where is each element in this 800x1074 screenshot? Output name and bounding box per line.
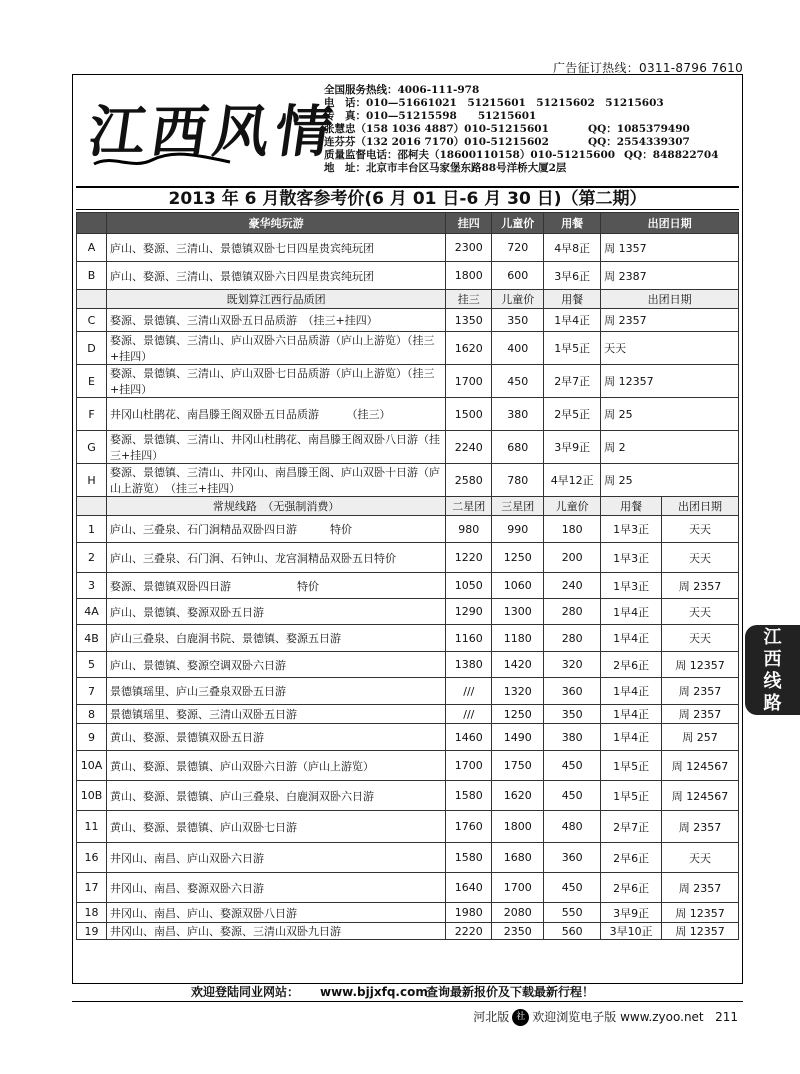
route-id: 5 [77, 652, 107, 678]
header-col: 挂四 [446, 213, 492, 234]
contact-complaint [324, 149, 738, 162]
contact-hotline: 全国服务热线：4006-111-978 [324, 84, 480, 96]
price-cell: 1420 [492, 652, 544, 678]
meal-cell: 2早5正 [544, 398, 601, 431]
meal-cell: 1早3正 [601, 543, 662, 573]
table-row [77, 781, 739, 811]
price-cell: 1640 [446, 873, 492, 903]
side-tab-char: 西 [763, 649, 782, 670]
header-col: 挂三 [446, 290, 492, 309]
price-cell: 450 [544, 751, 601, 781]
meal-cell: 2早7正 [601, 811, 662, 843]
header-col: 用餐 [544, 290, 601, 309]
dates-cell: 周 2357 [601, 309, 739, 332]
header-col: 用餐 [544, 213, 601, 234]
price-cell: 1760 [446, 811, 492, 843]
dates-cell: 天天 [662, 516, 739, 543]
table-row [77, 724, 739, 751]
price-cell: 280 [544, 625, 601, 652]
dates-cell: 周 12357 [601, 365, 739, 398]
price-cell: 1800 [446, 262, 492, 290]
bottom-rule [72, 1001, 743, 1002]
price-cell: 1050 [446, 573, 492, 599]
price-cell: 1180 [492, 625, 544, 652]
route-name: 庐山、景德镇、婺源空调双卧六日游 [106, 652, 445, 678]
table-row [77, 573, 739, 599]
table-row [77, 464, 739, 497]
price-cell: 1460 [446, 724, 492, 751]
dates-cell: 周 124567 [662, 751, 739, 781]
header-col: 儿童价 [492, 290, 544, 309]
route-name: 黄山、婺源、景德镇、庐山双卧七日游 [106, 811, 445, 843]
price-cell: 1750 [492, 751, 544, 781]
dates-cell: 周 2357 [662, 573, 739, 599]
contact-fax: 传 真：010—51215598 51215601 [324, 110, 537, 122]
contact-block [324, 84, 738, 175]
dates-cell: 天天 [662, 599, 739, 625]
route-name: 黄山、婺源、景德镇、庐山三叠泉、白鹿洞双卧六日游 [106, 781, 445, 811]
meal-cell: 2早6正 [601, 652, 662, 678]
price-cell: 2080 [492, 903, 544, 923]
page-number: 211 [715, 1010, 738, 1024]
price-cell: 360 [544, 678, 601, 705]
table-row [77, 751, 739, 781]
table-row [77, 843, 739, 873]
route-name: 庐山、婺源、三清山、景德镇双卧七日四星贵宾纯玩团 [106, 234, 445, 262]
price-cell: 1490 [492, 724, 544, 751]
header-col: 二星团 [446, 497, 492, 516]
price-cell: 1700 [446, 365, 492, 398]
meal-cell: 1早4正 [601, 625, 662, 652]
meal-cell: 2早6正 [601, 873, 662, 903]
route-id: 9 [77, 724, 107, 751]
table-row [77, 516, 739, 543]
route-id: 16 [77, 843, 107, 873]
table-row [77, 309, 739, 332]
meal-cell: 2早6正 [601, 843, 662, 873]
meal-cell: 1早3正 [601, 516, 662, 543]
price-cell: 1250 [492, 705, 544, 724]
dates-cell: 周 2357 [662, 873, 739, 903]
price-cell: 1300 [492, 599, 544, 625]
table-row [77, 398, 739, 431]
route-name: 庐山、三叠泉、石门涧、石钟山、龙宫洞精品双卧五日特价 [106, 543, 445, 573]
price-cell: 1060 [492, 573, 544, 599]
contact-complaint-phone: 质量监督电话：邵柯夫（18600110158）010-51215600 [324, 149, 616, 161]
price-cell: 1160 [446, 625, 492, 652]
side-tab-jiangxi-routes [745, 625, 800, 715]
side-tab-char: 线 [763, 671, 782, 692]
route-name: 黄山、婺源、景德镇、庐山双卧六日游（庐山上游览） [106, 751, 445, 781]
route-id: 19 [77, 923, 107, 940]
section-header-regular [77, 497, 739, 516]
price-cell: 400 [492, 332, 544, 365]
price-cell: 560 [544, 923, 601, 940]
price-cell: 1700 [446, 751, 492, 781]
price-cell: 1220 [446, 543, 492, 573]
price-cell: 450 [492, 365, 544, 398]
ad-hotline: 广告征订热线：0311-8796 7610 [552, 61, 743, 75]
route-id: C [77, 309, 107, 332]
table-row [77, 543, 739, 573]
route-name: 婺源、景德镇、三清山、庐山双卧六日品质游（庐山上游览）（挂三+挂四） [106, 332, 445, 365]
contact-tel: 电 话：010—51661021 51215601 51215602 51215603 [324, 97, 664, 109]
price-cell: 550 [544, 903, 601, 923]
price-cell: 2240 [446, 431, 492, 464]
price-cell: /// [446, 705, 492, 724]
meal-cell: 1早3正 [601, 573, 662, 599]
bottom-line [473, 1008, 738, 1026]
meal-cell: 3早9正 [544, 431, 601, 464]
contact-person-2 [324, 136, 738, 149]
meal-cell: 1早5正 [544, 332, 601, 365]
contact-person-1-qq: QQ：1085379490 [588, 123, 690, 135]
section-header-quality [77, 290, 739, 309]
table-row [77, 903, 739, 923]
dates-cell: 周 25 [601, 398, 739, 431]
route-name: 井冈山杜鹃花、南昌滕王阁双卧五日品质游 （挂三） [106, 398, 445, 431]
header-col: 三星团 [492, 497, 544, 516]
route-name: 井冈山、南昌、庐山双卧六日游 [106, 843, 445, 873]
route-name: 井冈山、南昌、庐山、婺源、三清山双卧九日游 [106, 923, 445, 940]
price-period-banner: 2013 年 6 月散客参考价(6 月 01 日-6 月 30 日)（第二期） [76, 186, 739, 210]
route-name: 景德镇瑶里、婺源、三清山双卧五日游 [106, 705, 445, 724]
route-id: E [77, 365, 107, 398]
dates-cell: 周 12357 [662, 652, 739, 678]
header-col: 儿童价 [544, 497, 601, 516]
price-cell: 1320 [492, 678, 544, 705]
price-cell: 1700 [492, 873, 544, 903]
meal-cell: 1早4正 [544, 309, 601, 332]
route-id: F [77, 398, 107, 431]
header-col: 儿童价 [492, 213, 544, 234]
table-row [77, 332, 739, 365]
route-name: 婺源、景德镇、三清山、井冈山、南昌滕王阁、庐山双卧十日游（庐山上游览） （挂三+挂四） [106, 464, 445, 497]
meal-cell: 2早7正 [544, 365, 601, 398]
price-cell: 360 [544, 843, 601, 873]
price-cell: 1350 [446, 309, 492, 332]
table-row [77, 234, 739, 262]
header-col: 出团日期 [601, 213, 739, 234]
price-cell: 350 [492, 309, 544, 332]
meal-cell: 1早4正 [601, 599, 662, 625]
meal-cell: 3早6正 [544, 262, 601, 290]
header-blank [77, 497, 107, 516]
dates-cell: 周 1357 [601, 234, 739, 262]
price-cell: 1500 [446, 398, 492, 431]
contact-person-1 [324, 123, 738, 136]
header-title: 既划算江西行品质团 [106, 290, 445, 309]
price-cell: 980 [446, 516, 492, 543]
price-table [76, 212, 739, 940]
route-id: 4A [77, 599, 107, 625]
price-cell: 1800 [492, 811, 544, 843]
side-tab-char: 路 [763, 693, 782, 714]
ezine-url[interactable]: www.zyoo.net [620, 1010, 704, 1024]
dates-cell: 天天 [601, 332, 739, 365]
meal-cell: 4早12正 [544, 464, 601, 497]
table-row [77, 678, 739, 705]
header-blank [77, 213, 107, 234]
route-name: 景德镇瑶里、庐山三叠泉双卧五日游 [106, 678, 445, 705]
route-id: 10A [77, 751, 107, 781]
contact-complaint-qq: QQ：848822704 [624, 149, 719, 161]
table-row [77, 262, 739, 290]
price-cell: /// [446, 678, 492, 705]
table-row [77, 365, 739, 398]
price-cell: 1290 [446, 599, 492, 625]
footer-website-line [76, 983, 739, 1001]
dates-cell: 周 124567 [662, 781, 739, 811]
price-cell: 200 [544, 543, 601, 573]
dates-cell: 周 25 [601, 464, 739, 497]
route-name: 婺源、景德镇、三清山、井冈山杜鹃花、南昌滕王阁双卧八日游（挂三+挂四） [106, 431, 445, 464]
section-header-luxury [77, 213, 739, 234]
header-title: 豪华纯玩游 [106, 213, 445, 234]
meal-cell: 3早10正 [601, 923, 662, 940]
table-row [77, 705, 739, 724]
logo-wave-decoration [92, 150, 232, 172]
dates-cell: 周 2357 [662, 811, 739, 843]
route-id: 4B [77, 625, 107, 652]
table-row [77, 599, 739, 625]
price-cell: 1680 [492, 843, 544, 873]
header-col: 出团日期 [601, 290, 739, 309]
table-row [77, 431, 739, 464]
route-id: 7 [77, 678, 107, 705]
route-id: 10B [77, 781, 107, 811]
route-name: 庐山、景德镇、婺源双卧五日游 [106, 599, 445, 625]
dates-cell: 周 2357 [662, 705, 739, 724]
price-cell: 2300 [446, 234, 492, 262]
dates-cell: 周 2357 [662, 678, 739, 705]
meal-cell: 1早4正 [601, 705, 662, 724]
route-id: 3 [77, 573, 107, 599]
price-cell: 1580 [446, 843, 492, 873]
route-name: 井冈山、南昌、庐山、婺源双卧八日游 [106, 903, 445, 923]
price-cell: 2350 [492, 923, 544, 940]
meal-cell: 3早9正 [601, 903, 662, 923]
price-cell: 350 [544, 705, 601, 724]
price-cell: 1580 [446, 781, 492, 811]
dates-cell: 周 2 [601, 431, 739, 464]
contact-address: 地 址：北京市丰台区马家堡东路88号洋桥大厦2层 [324, 162, 567, 174]
route-id: 1 [77, 516, 107, 543]
route-name: 婺源、景德镇、三清山、庐山双卧七日品质游（庐山上游览）（挂三+挂四） [106, 365, 445, 398]
route-id: G [77, 431, 107, 464]
route-id: 17 [77, 873, 107, 903]
dates-cell: 天天 [662, 543, 739, 573]
route-id: B [77, 262, 107, 290]
header-col: 用餐 [601, 497, 662, 516]
price-cell: 780 [492, 464, 544, 497]
route-name: 婺源、景德镇双卧四日游 特价 [106, 573, 445, 599]
header-col: 出团日期 [662, 497, 739, 516]
price-cell: 2220 [446, 923, 492, 940]
footer-query: 查询最新报价及下载最新行程！ [426, 985, 595, 999]
price-cell: 2580 [446, 464, 492, 497]
route-id: 18 [77, 903, 107, 923]
dates-cell: 天天 [662, 843, 739, 873]
meal-cell: 1早4正 [601, 678, 662, 705]
price-cell: 380 [492, 398, 544, 431]
price-cell: 680 [492, 431, 544, 464]
route-id: D [77, 332, 107, 365]
price-cell: 1620 [492, 781, 544, 811]
price-cell: 600 [492, 262, 544, 290]
meal-cell: 1早5正 [601, 781, 662, 811]
price-cell: 1250 [492, 543, 544, 573]
price-cell: 450 [544, 873, 601, 903]
price-cell: 480 [544, 811, 601, 843]
price-cell: 720 [492, 234, 544, 262]
logo-text: 江西风情 [84, 99, 343, 165]
edition-label: 河北版 [473, 1010, 510, 1024]
side-tab-char: 江 [763, 627, 782, 648]
price-cell: 180 [544, 516, 601, 543]
contact-person-2-phone: 连芬芬（132 2016 7170）010-51215602 [324, 136, 549, 148]
meal-cell: 1早4正 [601, 724, 662, 751]
footer-site-link[interactable]: www.bjjxfq.com [320, 985, 428, 999]
header-title: 常规线路 （无强制消费） [106, 497, 445, 516]
browse-label: 欢迎浏览电子版 [532, 1010, 617, 1024]
price-cell: 1620 [446, 332, 492, 365]
table-row [77, 873, 739, 903]
footer-welcome: 欢迎登陆同业网站： [191, 985, 300, 999]
dates-cell: 周 2387 [601, 262, 739, 290]
dates-cell: 周 257 [662, 724, 739, 751]
dates-cell: 周 12357 [662, 903, 739, 923]
price-cell: 320 [544, 652, 601, 678]
route-name: 井冈山、南昌、婺源双卧六日游 [106, 873, 445, 903]
header-blank [77, 290, 107, 309]
route-id: 8 [77, 705, 107, 724]
dates-cell: 周 12357 [662, 923, 739, 940]
contact-person-2-qq: QQ：2554339307 [588, 136, 690, 148]
price-cell: 450 [544, 781, 601, 811]
route-id: 2 [77, 543, 107, 573]
route-id: 11 [77, 811, 107, 843]
table-row [77, 923, 739, 940]
route-name: 庐山、婺源、三清山、景德镇双卧六日四星贵宾纯玩团 [106, 262, 445, 290]
route-name: 黄山、婺源、景德镇双卧五日游 [106, 724, 445, 751]
price-cell: 380 [544, 724, 601, 751]
table-row [77, 625, 739, 652]
price-cell: 280 [544, 599, 601, 625]
price-cell: 240 [544, 573, 601, 599]
table-row [77, 811, 739, 843]
price-cell: 990 [492, 516, 544, 543]
route-id: H [77, 464, 107, 497]
meal-cell: 1早5正 [601, 751, 662, 781]
publisher-badge-icon: 社 [512, 1009, 529, 1026]
price-cell: 1980 [446, 903, 492, 923]
route-name: 庐山三叠泉、白鹿洞书院、景德镇、婺源五日游 [106, 625, 445, 652]
table-row [77, 652, 739, 678]
route-name: 婺源、景德镇、三清山双卧五日品质游 （挂三+挂四） [106, 309, 445, 332]
contact-person-1-phone: 张慧忠（158 1036 4887）010-51215601 [324, 123, 549, 135]
meal-cell: 4早8正 [544, 234, 601, 262]
price-cell: 1380 [446, 652, 492, 678]
dates-cell: 天天 [662, 625, 739, 652]
route-name: 庐山、三叠泉、石门涧精品双卧四日游 特价 [106, 516, 445, 543]
route-id: A [77, 234, 107, 262]
